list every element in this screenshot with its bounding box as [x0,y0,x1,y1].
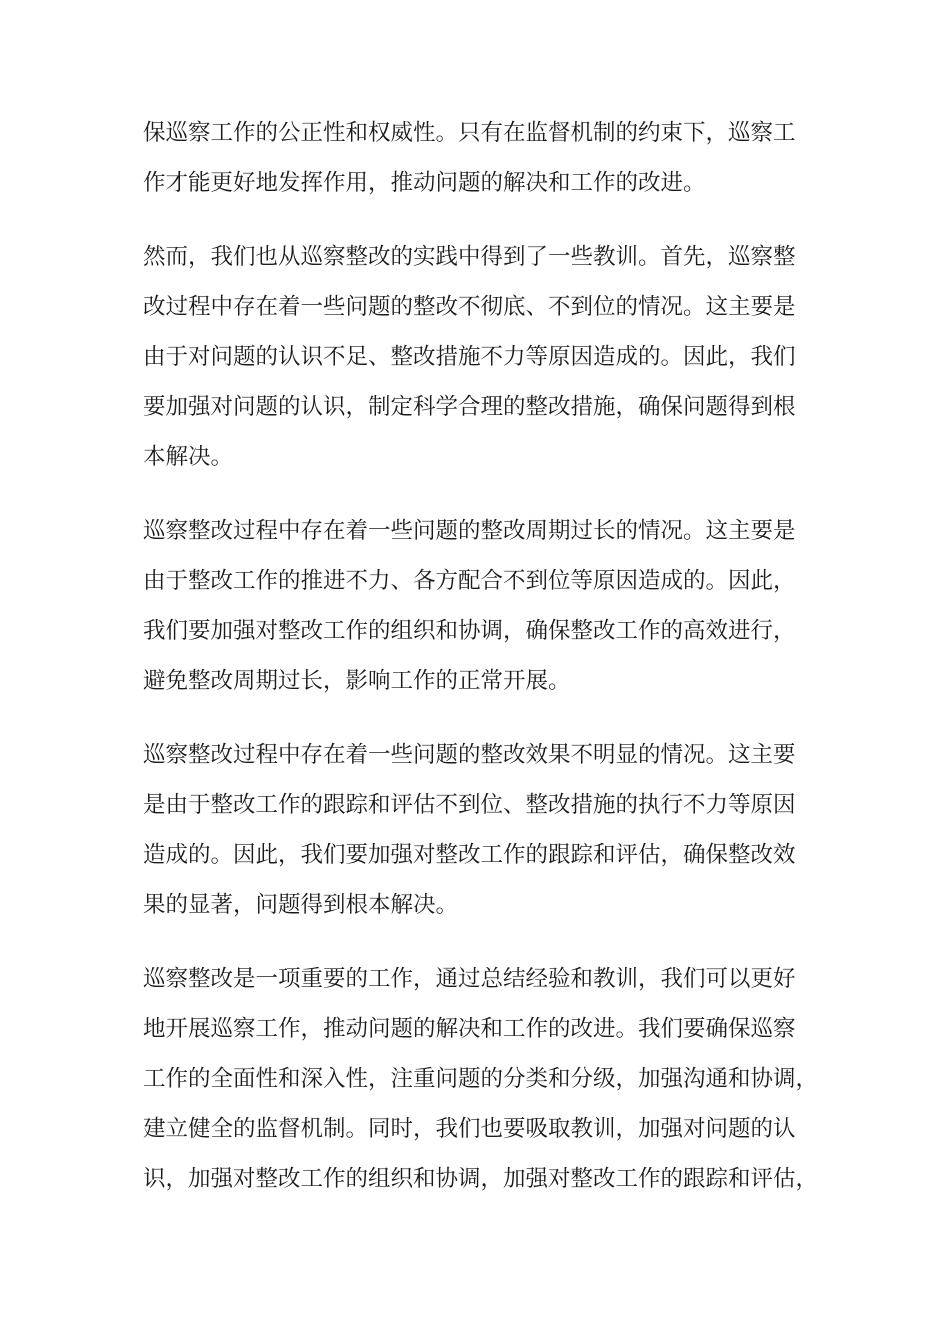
text-line: 建立健全的监督机制。同时，我们也要吸取教训，加强对问题的认 [143,1116,796,1142]
paragraph-5 [143,954,833,1204]
text-line: 造成的。因此，我们要加强对整改工作的跟踪和评估，确保整改效 [143,842,796,868]
text-line: 然而，我们也从巡察整改的实践中得到了一些教训。首先，巡察整 [143,244,796,270]
text-line: 改过程中存在着一些问题的整改不彻底、不到位的情况。这主要是 [143,294,796,320]
text-line: 果的显著，问题得到根本解决。 [143,892,459,918]
text-line: 巡察整改过程中存在着一些问题的整改周期过长的情况。这主要是 [143,518,796,544]
document-body [143,108,833,1228]
text-line: 工作的全面性和深入性，注重问题的分类和分级，加强沟通和协调， [143,1066,819,1092]
text-line: 我们要加强对整改工作的组织和协调，确保整改工作的高效进行， [143,618,796,644]
text-line: 作才能更好地发挥作用，推动问题的解决和工作的改进。 [143,170,706,196]
paragraph-2 [143,232,833,482]
text-line: 保巡察工作的公正性和权威性。只有在监督机制的约束下，巡察工 [143,120,796,146]
text-line: 要加强对问题的认识，制定科学合理的整改措施，确保问题得到根 [143,394,796,420]
text-line: 本解决。 [143,444,234,470]
paragraph-4 [143,730,833,930]
text-line: 避免整改周期过长，影响工作的正常开展。 [143,668,571,694]
text-line: 由于整改工作的推进不力、各方配合不到位等原因造成的。因此， [143,568,796,594]
text-line: 巡察整改过程中存在着一些问题的整改效果不明显的情况。这主要 [143,742,796,768]
text-line: 地开展巡察工作，推动问题的解决和工作的改进。我们要确保巡察 [143,1016,796,1042]
paragraph-3 [143,506,833,706]
paragraph-1 [143,108,833,208]
text-line: 识，加强对整改工作的组织和协调，加强对整改工作的跟踪和评估， [143,1166,819,1192]
text-line: 巡察整改是一项重要的工作，通过总结经验和教训，我们可以更好 [143,966,796,992]
text-line: 由于对问题的认识不足、整改措施不力等原因造成的。因此，我们 [143,344,796,370]
text-line: 是由于整改工作的跟踪和评估不到位、整改措施的执行不力等原因 [143,792,796,818]
